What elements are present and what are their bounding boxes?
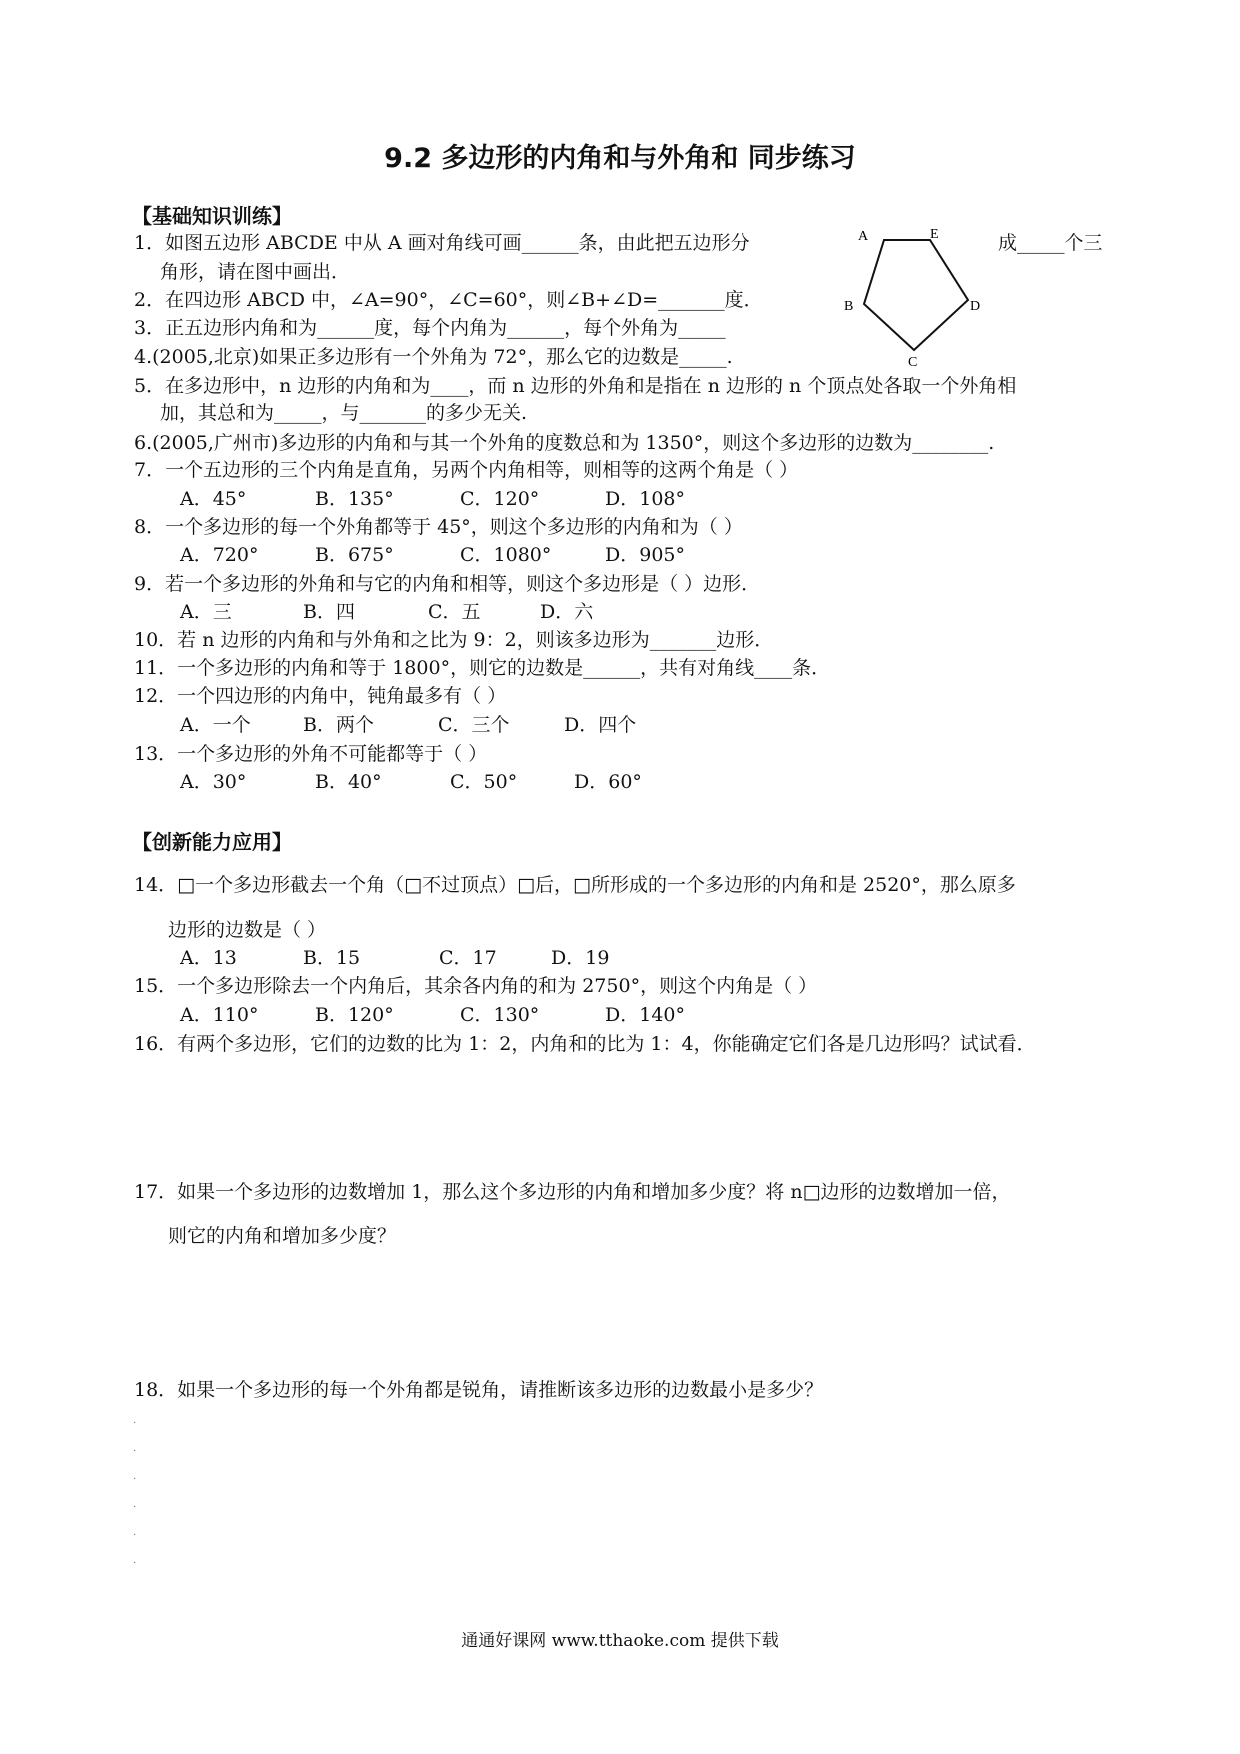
question-11: 11．一个多边形的内角和等于 1800°，则它的边数是______，共有对角线____条． <box>134 657 831 679</box>
question-14-line2: 边形的边数是（ ） <box>168 919 327 941</box>
margin-dot: · <box>133 1474 137 1485</box>
option-d: D．905° <box>605 544 685 566</box>
question-5-line1: 5．在多边形中，n 边形的内角和为____，而 n 边形的外角和是指在 n 边形的 n 个顶点处各取一个外角相 <box>134 375 1017 397</box>
option-c: C．三个 <box>438 714 510 736</box>
section-basic-heading: 【基础知识训练】 <box>132 204 292 228</box>
vertex-label-d: D <box>970 299 981 314</box>
question-1-line1: 1．如图五边形 ABCDE 中从 A 画对角线可画______条，由此把五边形分 <box>134 232 750 254</box>
footer-credit: 通通好课网 www.tthaoke.com 提供下载 <box>461 1631 779 1651</box>
option-d: D．60° <box>574 771 642 793</box>
option-c: C．17 <box>439 947 497 969</box>
option-a: A．一个 <box>180 714 251 736</box>
question-6: 6.(2005,广州市)多边形的内角和与其一个外角的度数总和为 1350°，则这个多边形的边数为________. <box>134 432 995 454</box>
option-b: B．15 <box>303 947 361 969</box>
option-b: B．675° <box>315 544 394 566</box>
question-14-options <box>180 946 609 970</box>
vertex-label-a: A <box>858 229 869 244</box>
margin-dot: · <box>133 1418 137 1429</box>
question-16: 16．有两个多边形，它们的边数的比为 1：2，内角和的比为 1：4，你能确定它们各是几边形吗？试试看． <box>134 1033 1036 1055</box>
option-d: D．19 <box>551 947 610 969</box>
margin-dot: · <box>133 1446 137 1457</box>
question-13-options <box>180 770 642 794</box>
question-3: 3．正五边形内角和为______度，每个内角为______，每个外角为_____ <box>134 317 726 339</box>
question-4: 4.(2005,北京)如果正多边形有一个外角为 72°，那么它的边数是_____. <box>134 346 733 368</box>
option-c: C．120° <box>460 488 540 510</box>
option-c: C．50° <box>450 771 518 793</box>
question-1-right: 成_____个三 <box>998 232 1103 254</box>
vertex-label-c: C <box>908 355 918 366</box>
option-c: C．1080° <box>460 544 552 566</box>
option-a: A．三 <box>180 601 232 623</box>
question-12-stem: 12．一个四边形的内角中，钝角最多有（ ） <box>134 685 507 707</box>
question-7-stem: 7．一个五边形的三个内角是直角，另两个内角相等，则相等的这两个角是（ ） <box>134 459 799 481</box>
question-8-options <box>180 543 685 567</box>
question-9-options <box>180 600 593 624</box>
option-b: B．四 <box>303 601 355 623</box>
pentagon-shape <box>864 240 968 350</box>
option-d: D．140° <box>605 1004 685 1026</box>
option-a: A．30° <box>180 771 247 793</box>
question-17-line1: 17．如果一个多边形的边数增加 1，那么这个多边形的内角和增加多少度？将 n□边形的边数增加一倍， <box>134 1181 1011 1203</box>
option-a: A．13 <box>180 947 237 969</box>
question-15-stem: 15．一个多边形除去一个内角后，其余各内角的和为 2750°，则这个内角是（ ） <box>134 975 818 997</box>
vertex-label-e: E <box>930 227 939 242</box>
question-18: 18．如果一个多边形的每一个外角都是锐角，请推断该多边形的边数最小是多少？ <box>134 1379 824 1401</box>
question-17-line2: 则它的内角和增加多少度？ <box>168 1225 397 1247</box>
option-c: C．五 <box>428 601 481 623</box>
option-b: B．40° <box>315 771 382 793</box>
question-13-stem: 13．一个多边形的外角不可能都等于（ ） <box>134 743 488 765</box>
vertex-label-b: B <box>844 299 854 314</box>
question-9-stem: 9．若一个多边形的外角和与它的内角和相等，则这个多边形是（ ）边形． <box>134 573 761 595</box>
question-7-options <box>180 487 685 511</box>
margin-dot: · <box>133 1530 137 1541</box>
question-1-line2: 角形，请在图中画出． <box>160 261 351 283</box>
question-2: 2．在四边形 ABCD 中，∠A=90°，∠C=60°，则∠B+∠D=_______度． <box>134 289 763 311</box>
section-advanced-heading: 【创新能力应用】 <box>132 830 292 854</box>
option-c: C．130° <box>460 1004 540 1026</box>
margin-dot: · <box>133 1558 137 1569</box>
question-12-options <box>180 713 636 737</box>
question-8-stem: 8．一个多边形的每一个外角都等于 45°，则这个多边形的内角和为（ ） <box>134 516 743 538</box>
option-b: B．135° <box>315 488 394 510</box>
option-d: D．六 <box>540 601 594 623</box>
question-10: 10．若 n 边形的内角和与外角和之比为 9：2，则该多边形为_______边形． <box>134 629 774 651</box>
question-5-line2: 加，其总和为_____，与_______的多少无关. <box>160 402 528 424</box>
option-a: A．720° <box>180 544 259 566</box>
question-14-line1: 14．□一个多边形截去一个角（□不过顶点）□后，□所形成的一个多边形的内角和是 2520°，那么原多 <box>134 874 1016 896</box>
option-a: A．110° <box>180 1004 259 1026</box>
option-d: D．108° <box>605 488 685 510</box>
margin-dot: · <box>133 1502 137 1513</box>
pentagon-diagram <box>842 226 994 366</box>
question-15-options <box>180 1003 685 1027</box>
option-b: B．两个 <box>303 714 374 736</box>
option-d: D．四个 <box>564 714 637 736</box>
option-b: B．120° <box>315 1004 394 1026</box>
page-title: 9.2 多边形的内角和与外角和 同步练习 <box>384 143 856 174</box>
option-a: A．45° <box>180 488 247 510</box>
